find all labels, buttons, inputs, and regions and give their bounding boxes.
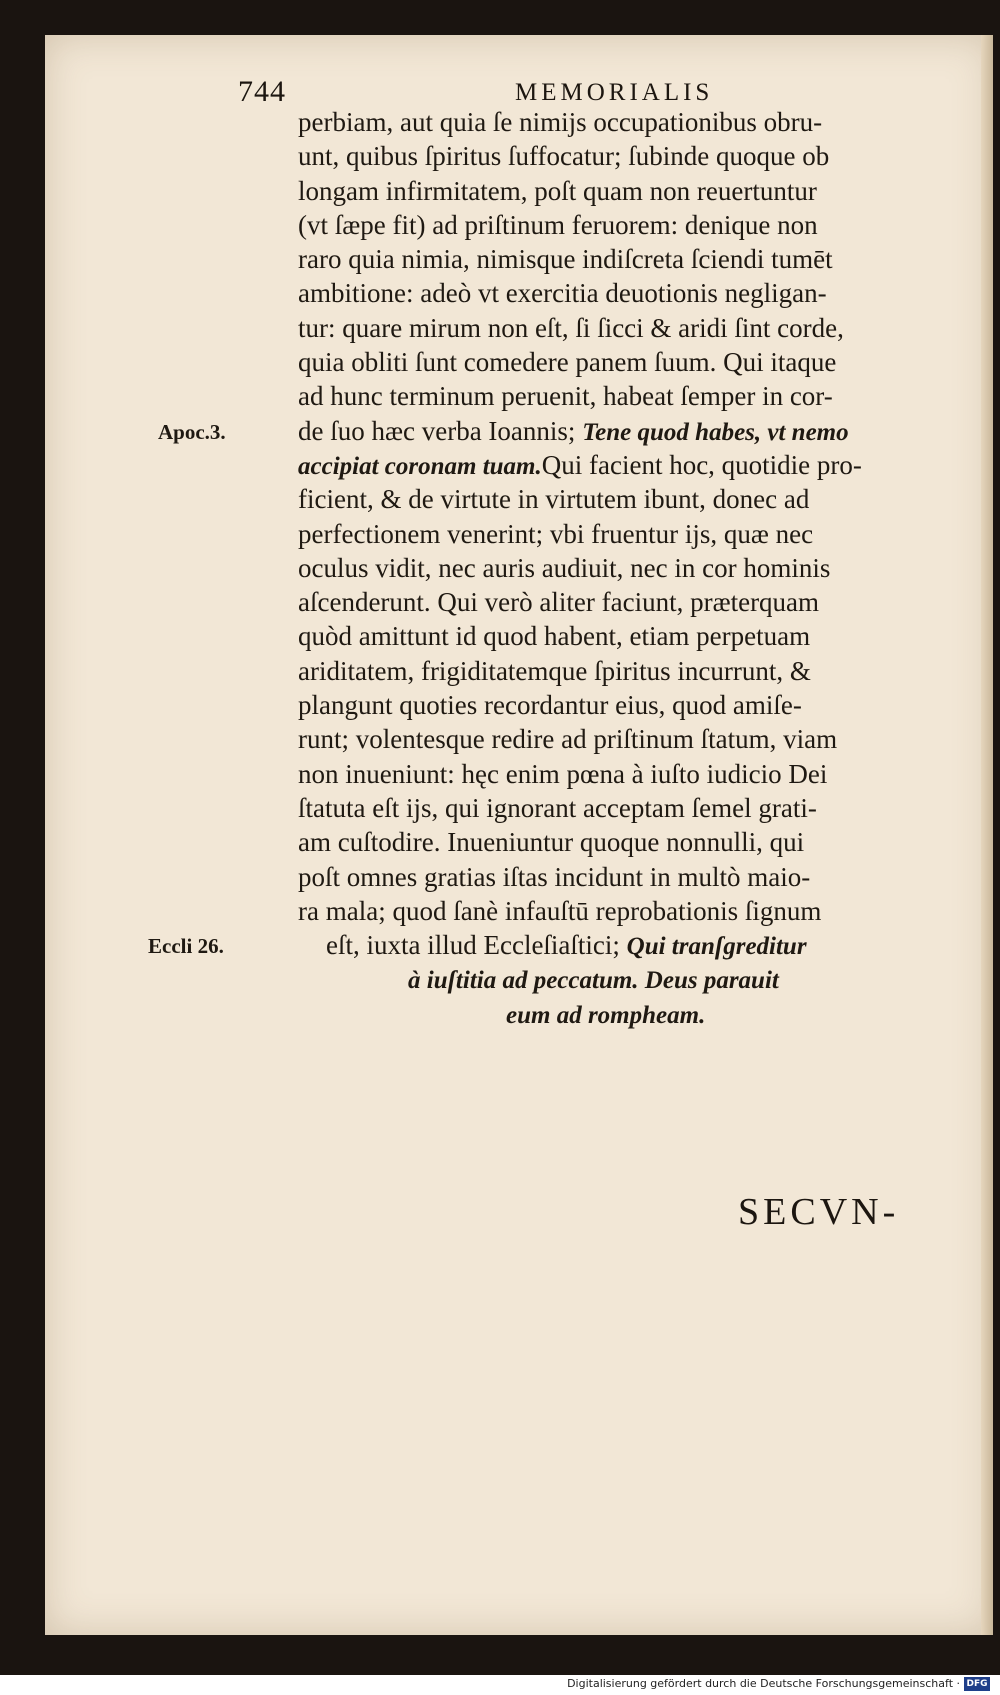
text-line: [298, 654, 938, 688]
italic-quotation: accipiat coronam tuam.: [298, 452, 542, 480]
italic-quotation: Qui tranſgreditur: [626, 933, 807, 961]
roman-text: aſcenderunt. Qui verò aliter faciunt, præterquam: [298, 587, 820, 618]
marginal-reference: Apoc.3.: [158, 419, 226, 444]
italic-quotation: à iuſtitia ad peccatum. Deus parauit: [408, 967, 779, 995]
text-line: [298, 482, 938, 516]
roman-text: oculus vidit, nec auris audiuit, nec in cor hominis: [298, 552, 831, 583]
roman-text: perfectionem venerint; vbi fruentur ijs, quæ nec: [298, 518, 814, 549]
dfg-logo: DFG: [964, 1677, 990, 1691]
roman-text: non inueniunt: hęc enim pœna à iuſto iudicio Dei: [298, 758, 828, 789]
text-line: [298, 928, 938, 962]
text-line: [298, 517, 938, 551]
text-line: [298, 208, 938, 242]
roman-text: ad hunc terminum peruenit, habeat ſemper in cor-: [298, 381, 833, 412]
roman-text: plangunt quoties recordantur eius, quod amiſe-: [298, 690, 802, 721]
roman-text: (vt ſæpe fit) ad priſtinum feruorem: denique non: [298, 209, 818, 240]
text-line: [298, 311, 938, 345]
running-title: MEMORIALIS: [515, 79, 714, 106]
italic-quotation: Tene quod habes, vt nemo: [582, 418, 849, 446]
text-line: [298, 825, 938, 859]
text-line: [298, 276, 938, 310]
roman-text: quòd amittunt id quod habent, etiam perpetuam: [298, 621, 811, 652]
text-line: [298, 242, 938, 276]
footer-bar: [0, 1675, 1000, 1695]
text-line: [298, 619, 938, 653]
body-text: [298, 105, 938, 1031]
text-line: [298, 894, 938, 928]
text-line: [298, 345, 938, 379]
text-line: [298, 962, 938, 996]
page-edge: [981, 35, 993, 1635]
text-line: [298, 414, 938, 448]
text-line: [298, 997, 938, 1031]
text-line: [298, 174, 938, 208]
roman-text: ficient, & de virtute in virtutem ibunt, donec ad: [298, 484, 810, 515]
page-number: 744: [238, 75, 286, 108]
text-line: [298, 722, 938, 756]
text-line: [298, 139, 938, 173]
text-line: [298, 860, 938, 894]
roman-text: ariditatem, frigiditatemque ſpiritus incurrunt, &: [298, 655, 811, 686]
text-line: [298, 688, 938, 722]
roman-text: quia obliti ſunt comedere panem ſuum. Qui itaque: [298, 347, 837, 378]
text-line: [298, 585, 938, 619]
roman-text: eſt, iuxta illud Eccleſiaſtici;: [326, 930, 627, 961]
roman-text: runt; volentesque redire ad priſtinum ſtatum, viam: [298, 724, 838, 755]
roman-text: tur: quare mirum non eſt, ſi ſicci & aridi ſint corde,: [298, 312, 844, 343]
roman-text: unt, quibus ſpiritus ſuffocatur; ſubinde quoque ob: [298, 141, 830, 172]
roman-text: longam infirmitatem, poſt quam non reuertuntur: [298, 175, 817, 206]
marginal-reference: Eccli 26.: [148, 934, 224, 959]
roman-text: perbiam, aut quia ſe nimijs occupationibus obru-: [298, 107, 823, 137]
catchword: SECVN-: [738, 1191, 900, 1233]
italic-quotation: eum ad rompheam.: [506, 1001, 706, 1029]
roman-text: ſtatuta eſt ijs, qui ignorant acceptam ſemel grati-: [298, 792, 817, 823]
roman-text: ambitione: adeò vt exercitia deuotionis negligan-: [298, 278, 827, 309]
roman-text: Qui facient hoc, quotidie pro-: [541, 449, 862, 480]
text-line: [298, 105, 938, 139]
book-page: [45, 35, 993, 1635]
text-line: [298, 757, 938, 791]
text-line: [298, 791, 938, 825]
roman-text: am cuſtodire. Inueniuntur quoque nonnulli, qui: [298, 827, 805, 858]
roman-text: de ſuo hæc verba Ioannis;: [298, 415, 583, 446]
text-line: [298, 551, 938, 585]
roman-text: raro quia nimia, nimisque indiſcreta ſciendi tumēt: [298, 244, 833, 275]
roman-text: poſt omnes gratias iſtas incidunt in multò maio-: [298, 861, 811, 892]
text-line: [298, 379, 938, 413]
roman-text: ra mala; quod ſanè infauſtū reprobationis ſignum: [298, 895, 822, 926]
text-line: [298, 448, 938, 482]
funding-credit: Digitalisierung gefördert durch die Deutsche Forschungsgemeinschaft ·: [567, 1677, 960, 1690]
